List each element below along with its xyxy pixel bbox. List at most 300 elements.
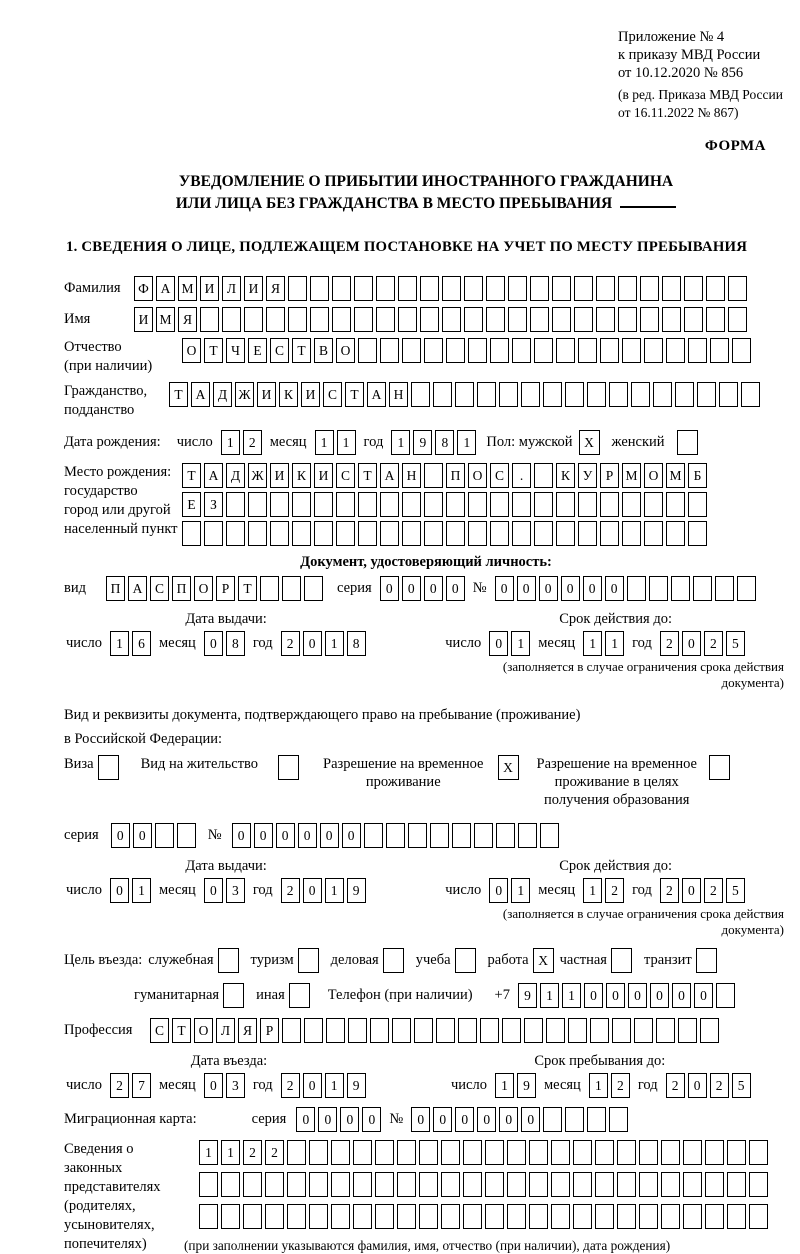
firstname-input[interactable] [134,307,747,332]
char-box[interactable] [282,1018,301,1043]
citizenship-input[interactable] [169,382,760,407]
char-box[interactable] [639,1172,658,1197]
char-box[interactable] [749,1140,768,1165]
char-box[interactable] [737,576,756,601]
char-box[interactable] [705,1172,724,1197]
char-box[interactable] [446,492,465,517]
char-box[interactable] [529,1172,548,1197]
char-box[interactable] [177,823,196,848]
char-box[interactable]: 1 [110,631,129,656]
char-box[interactable]: О [194,1018,213,1043]
char-box[interactable] [392,1018,411,1043]
char-box[interactable] [441,1140,460,1165]
char-box[interactable]: Е [248,338,267,363]
char-box[interactable] [199,1172,218,1197]
residence-issue-month-input[interactable] [204,878,245,903]
char-box[interactable] [578,338,597,363]
char-box[interactable]: 0 [232,823,251,848]
char-box[interactable] [226,521,245,546]
char-box[interactable] [556,492,575,517]
char-box[interactable] [354,307,373,332]
char-box[interactable] [573,1204,592,1229]
temp-residence-edu-checkbox[interactable] [709,755,730,780]
char-box[interactable] [595,1140,614,1165]
char-box[interactable] [573,1140,592,1165]
char-box[interactable] [310,276,329,301]
char-box[interactable]: 0 [521,1107,540,1132]
char-box[interactable] [244,307,263,332]
char-box[interactable]: 2 [611,1073,630,1098]
char-box[interactable] [540,823,559,848]
char-box[interactable] [490,521,509,546]
char-box[interactable]: Я [266,276,285,301]
char-box[interactable]: З [204,492,223,517]
char-box[interactable] [524,1018,543,1043]
char-box[interactable]: 9 [347,1073,366,1098]
char-box[interactable] [380,521,399,546]
char-box[interactable] [380,492,399,517]
char-box[interactable]: П [172,576,191,601]
char-box[interactable]: 5 [726,878,745,903]
char-box[interactable] [715,576,734,601]
char-box[interactable] [331,1172,350,1197]
char-box[interactable] [684,307,703,332]
purpose-humanitarian-checkbox[interactable] [223,983,244,1008]
char-box[interactable]: И [270,463,289,488]
char-box[interactable] [696,948,717,973]
char-box[interactable] [200,307,219,332]
char-box[interactable]: 0 [110,878,129,903]
char-box[interactable] [666,338,685,363]
char-box[interactable]: 0 [204,1073,223,1098]
char-box[interactable] [618,276,637,301]
char-box[interactable]: 0 [362,1107,381,1132]
temp-residence-checkbox[interactable] [498,755,519,780]
char-box[interactable]: 0 [303,1073,322,1098]
char-box[interactable] [353,1204,372,1229]
char-box[interactable]: Я [238,1018,257,1043]
char-box[interactable]: 2 [666,1073,685,1098]
char-box[interactable] [446,521,465,546]
char-box[interactable]: 2 [704,631,723,656]
char-box[interactable] [424,521,443,546]
char-box[interactable]: 1 [457,430,476,455]
char-box[interactable]: 2 [110,1073,129,1098]
char-box[interactable] [640,307,659,332]
doc-issue-year-input[interactable] [281,631,366,656]
char-box[interactable] [266,307,285,332]
char-box[interactable]: 2 [243,1140,262,1165]
purpose-tourism-checkbox[interactable] [298,948,319,973]
char-box[interactable] [278,755,299,780]
char-box[interactable] [442,276,461,301]
char-box[interactable] [596,307,615,332]
char-box[interactable] [424,463,443,488]
char-box[interactable]: 1 [562,983,581,1008]
char-box[interactable]: 2 [605,878,624,903]
char-box[interactable] [534,492,553,517]
char-box[interactable] [507,1172,526,1197]
char-box[interactable]: Ч [226,338,245,363]
char-box[interactable]: X [533,948,554,973]
char-box[interactable] [661,1172,680,1197]
char-box[interactable]: И [134,307,153,332]
purpose-other-checkbox[interactable] [289,983,310,1008]
char-box[interactable]: К [292,463,311,488]
char-box[interactable]: 5 [732,1073,751,1098]
char-box[interactable] [530,276,549,301]
char-box[interactable]: Т [204,338,223,363]
residence-series-input[interactable] [111,823,196,848]
char-box[interactable] [507,1140,526,1165]
char-box[interactable] [270,521,289,546]
char-box[interactable]: 0 [584,983,603,1008]
birth-place-input-row1[interactable] [182,463,707,488]
char-box[interactable] [398,307,417,332]
char-box[interactable] [402,338,421,363]
char-box[interactable]: 1 [391,430,410,455]
char-box[interactable] [587,1107,606,1132]
char-box[interactable] [408,823,427,848]
char-box[interactable]: И [257,382,276,407]
char-box[interactable] [578,521,597,546]
char-box[interactable] [749,1204,768,1229]
char-box[interactable] [590,1018,609,1043]
char-box[interactable]: 0 [682,631,701,656]
char-box[interactable] [678,1018,697,1043]
char-box[interactable] [639,1140,658,1165]
char-box[interactable]: О [644,463,663,488]
char-box[interactable]: 1 [221,430,240,455]
char-box[interactable] [358,338,377,363]
entry-day-input[interactable] [110,1073,151,1098]
char-box[interactable] [683,1172,702,1197]
char-box[interactable] [468,521,487,546]
char-box[interactable] [552,307,571,332]
char-box[interactable]: М [666,463,685,488]
char-box[interactable]: 1 [325,878,344,903]
char-box[interactable] [292,492,311,517]
char-box[interactable] [485,1172,504,1197]
char-box[interactable] [353,1140,372,1165]
char-box[interactable]: 9 [517,1073,536,1098]
char-box[interactable] [397,1204,416,1229]
char-box[interactable] [433,382,452,407]
doc-type-input[interactable] [106,576,323,601]
char-box[interactable] [512,492,531,517]
purpose-commercial-checkbox[interactable] [383,948,404,973]
char-box[interactable] [287,1140,306,1165]
char-box[interactable]: 0 [650,983,669,1008]
char-box[interactable] [199,1204,218,1229]
char-box[interactable]: Т [358,463,377,488]
char-box[interactable] [436,1018,455,1043]
char-box[interactable] [568,1018,587,1043]
char-box[interactable] [684,276,703,301]
char-box[interactable]: 0 [672,983,691,1008]
char-box[interactable]: 0 [489,878,508,903]
char-box[interactable]: 6 [132,631,151,656]
char-box[interactable] [155,823,174,848]
char-box[interactable] [727,1172,746,1197]
char-box[interactable] [464,307,483,332]
char-box[interactable] [727,1140,746,1165]
char-box[interactable]: И [301,382,320,407]
char-box[interactable] [353,1172,372,1197]
char-box[interactable]: 1 [325,631,344,656]
char-box[interactable]: Р [216,576,235,601]
birth-year-input[interactable] [391,430,476,455]
char-box[interactable]: 1 [221,1140,240,1165]
char-box[interactable]: А [128,576,147,601]
char-box[interactable]: 2 [704,878,723,903]
char-box[interactable] [653,382,672,407]
char-box[interactable] [534,463,553,488]
char-box[interactable] [221,1204,240,1229]
char-box[interactable] [551,1204,570,1229]
char-box[interactable]: 9 [413,430,432,455]
char-box[interactable] [688,521,707,546]
char-box[interactable] [336,521,355,546]
char-box[interactable]: Р [600,463,619,488]
char-box[interactable] [375,1204,394,1229]
char-box[interactable]: 9 [347,878,366,903]
char-box[interactable]: С [150,576,169,601]
char-box[interactable] [732,338,751,363]
char-box[interactable] [455,382,474,407]
char-box[interactable] [675,382,694,407]
char-box[interactable]: 5 [726,631,745,656]
char-box[interactable]: 7 [132,1073,151,1098]
char-box[interactable]: У [578,463,597,488]
sex-female-checkbox[interactable] [677,430,698,455]
char-box[interactable] [288,307,307,332]
char-box[interactable] [424,338,443,363]
char-box[interactable] [600,338,619,363]
char-box[interactable]: 8 [347,631,366,656]
char-box[interactable] [298,948,319,973]
char-box[interactable] [326,1018,345,1043]
doc-number-input[interactable] [495,576,756,601]
char-box[interactable] [463,1172,482,1197]
purpose-transit-checkbox[interactable] [696,948,717,973]
char-box[interactable] [728,276,747,301]
char-box[interactable]: Ж [248,463,267,488]
char-box[interactable] [700,1018,719,1043]
sex-male-checkbox[interactable] [579,430,600,455]
char-box[interactable] [706,307,725,332]
char-box[interactable]: 0 [276,823,295,848]
char-box[interactable] [402,521,421,546]
char-box[interactable] [370,1018,389,1043]
char-box[interactable]: 1 [511,878,530,903]
char-box[interactable]: 0 [517,576,536,601]
char-box[interactable] [248,492,267,517]
char-box[interactable] [574,307,593,332]
char-box[interactable]: А [367,382,386,407]
char-box[interactable] [705,1140,724,1165]
stay-year-input[interactable] [666,1073,751,1098]
char-box[interactable] [617,1172,636,1197]
char-box[interactable] [260,576,279,601]
char-box[interactable] [574,276,593,301]
char-box[interactable] [309,1140,328,1165]
purpose-study-checkbox[interactable] [455,948,476,973]
char-box[interactable]: 0 [605,576,624,601]
char-box[interactable] [424,492,443,517]
char-box[interactable]: 0 [380,576,399,601]
char-box[interactable]: X [579,430,600,455]
char-box[interactable]: Р [260,1018,279,1043]
char-box[interactable]: 1 [495,1073,514,1098]
char-box[interactable] [304,1018,323,1043]
stay-day-input[interactable] [495,1073,536,1098]
char-box[interactable]: А [191,382,210,407]
char-box[interactable]: С [336,463,355,488]
char-box[interactable]: Т [172,1018,191,1043]
char-box[interactable] [530,307,549,332]
char-box[interactable] [662,276,681,301]
char-box[interactable] [534,521,553,546]
char-box[interactable] [546,1018,565,1043]
char-box[interactable]: 8 [226,631,245,656]
char-box[interactable] [683,1140,702,1165]
residence-valid-day-input[interactable] [489,878,530,903]
char-box[interactable] [304,576,323,601]
char-box[interactable] [666,521,685,546]
char-box[interactable] [716,983,735,1008]
char-box[interactable] [587,382,606,407]
char-box[interactable]: А [156,276,175,301]
representatives-input-row2[interactable] [199,1172,768,1197]
doc-valid-year-input[interactable] [660,631,745,656]
char-box[interactable]: 2 [265,1140,284,1165]
char-box[interactable] [706,276,725,301]
char-box[interactable] [634,1018,653,1043]
char-box[interactable] [529,1204,548,1229]
char-box[interactable] [463,1140,482,1165]
char-box[interactable]: 2 [281,631,300,656]
char-box[interactable] [463,1204,482,1229]
char-box[interactable] [455,948,476,973]
char-box[interactable]: Б [688,463,707,488]
char-box[interactable] [288,276,307,301]
char-box[interactable] [671,576,690,601]
char-box[interactable]: С [490,463,509,488]
char-box[interactable]: 0 [694,983,713,1008]
char-box[interactable] [358,521,377,546]
char-box[interactable] [612,1018,631,1043]
char-box[interactable] [314,492,333,517]
char-box[interactable] [182,521,201,546]
char-box[interactable]: О [336,338,355,363]
char-box[interactable] [529,1140,548,1165]
char-box[interactable] [688,492,707,517]
char-box[interactable]: 1 [199,1140,218,1165]
char-box[interactable]: 1 [132,878,151,903]
char-box[interactable] [709,755,730,780]
char-box[interactable]: Д [213,382,232,407]
char-box[interactable]: И [200,276,219,301]
char-box[interactable] [358,492,377,517]
char-box[interactable] [287,1204,306,1229]
char-box[interactable]: Я [178,307,197,332]
char-box[interactable]: 2 [243,430,262,455]
char-box[interactable] [375,1140,394,1165]
char-box[interactable] [622,492,641,517]
char-box[interactable]: Ж [235,382,254,407]
char-box[interactable] [386,823,405,848]
char-box[interactable]: 1 [540,983,559,1008]
char-box[interactable] [556,521,575,546]
char-box[interactable]: 0 [133,823,152,848]
char-box[interactable] [397,1172,416,1197]
char-box[interactable] [727,1204,746,1229]
char-box[interactable] [314,521,333,546]
char-box[interactable] [490,492,509,517]
entry-month-input[interactable] [204,1073,245,1098]
char-box[interactable] [705,1204,724,1229]
char-box[interactable] [204,521,223,546]
char-box[interactable] [485,1140,504,1165]
char-box[interactable] [543,382,562,407]
char-box[interactable] [222,307,241,332]
entry-year-input[interactable] [281,1073,366,1098]
char-box[interactable] [287,1172,306,1197]
char-box[interactable] [331,1204,350,1229]
char-box[interactable]: 0 [298,823,317,848]
char-box[interactable]: 2 [660,631,679,656]
char-box[interactable]: 2 [710,1073,729,1098]
char-box[interactable] [98,755,119,780]
char-box[interactable]: 1 [315,430,334,455]
doc-issue-month-input[interactable] [204,631,245,656]
char-box[interactable] [485,1204,504,1229]
char-box[interactable]: Л [222,276,241,301]
char-box[interactable] [496,823,515,848]
char-box[interactable] [656,1018,675,1043]
char-box[interactable] [644,521,663,546]
char-box[interactable] [223,983,244,1008]
residence-permit-checkbox[interactable] [278,755,299,780]
char-box[interactable]: Т [182,463,201,488]
char-box[interactable] [683,1204,702,1229]
char-box[interactable] [486,276,505,301]
phone-input[interactable] [518,983,735,1008]
purpose-business-checkbox[interactable] [218,948,239,973]
char-box[interactable] [661,1204,680,1229]
char-box[interactable] [551,1140,570,1165]
char-box[interactable]: 0 [489,631,508,656]
char-box[interactable] [376,307,395,332]
visa-checkbox[interactable] [98,755,119,780]
migration-number-input[interactable] [411,1107,628,1132]
char-box[interactable] [477,382,496,407]
char-box[interactable]: О [468,463,487,488]
char-box[interactable] [677,430,698,455]
char-box[interactable]: 0 [204,878,223,903]
char-box[interactable] [565,382,584,407]
char-box[interactable] [508,307,527,332]
char-box[interactable]: 0 [296,1107,315,1132]
char-box[interactable]: 2 [281,878,300,903]
char-box[interactable]: 1 [337,430,356,455]
char-box[interactable] [446,338,465,363]
char-box[interactable] [640,276,659,301]
char-box[interactable]: 0 [204,631,223,656]
doc-series-input[interactable] [380,576,465,601]
char-box[interactable]: Е [182,492,201,517]
